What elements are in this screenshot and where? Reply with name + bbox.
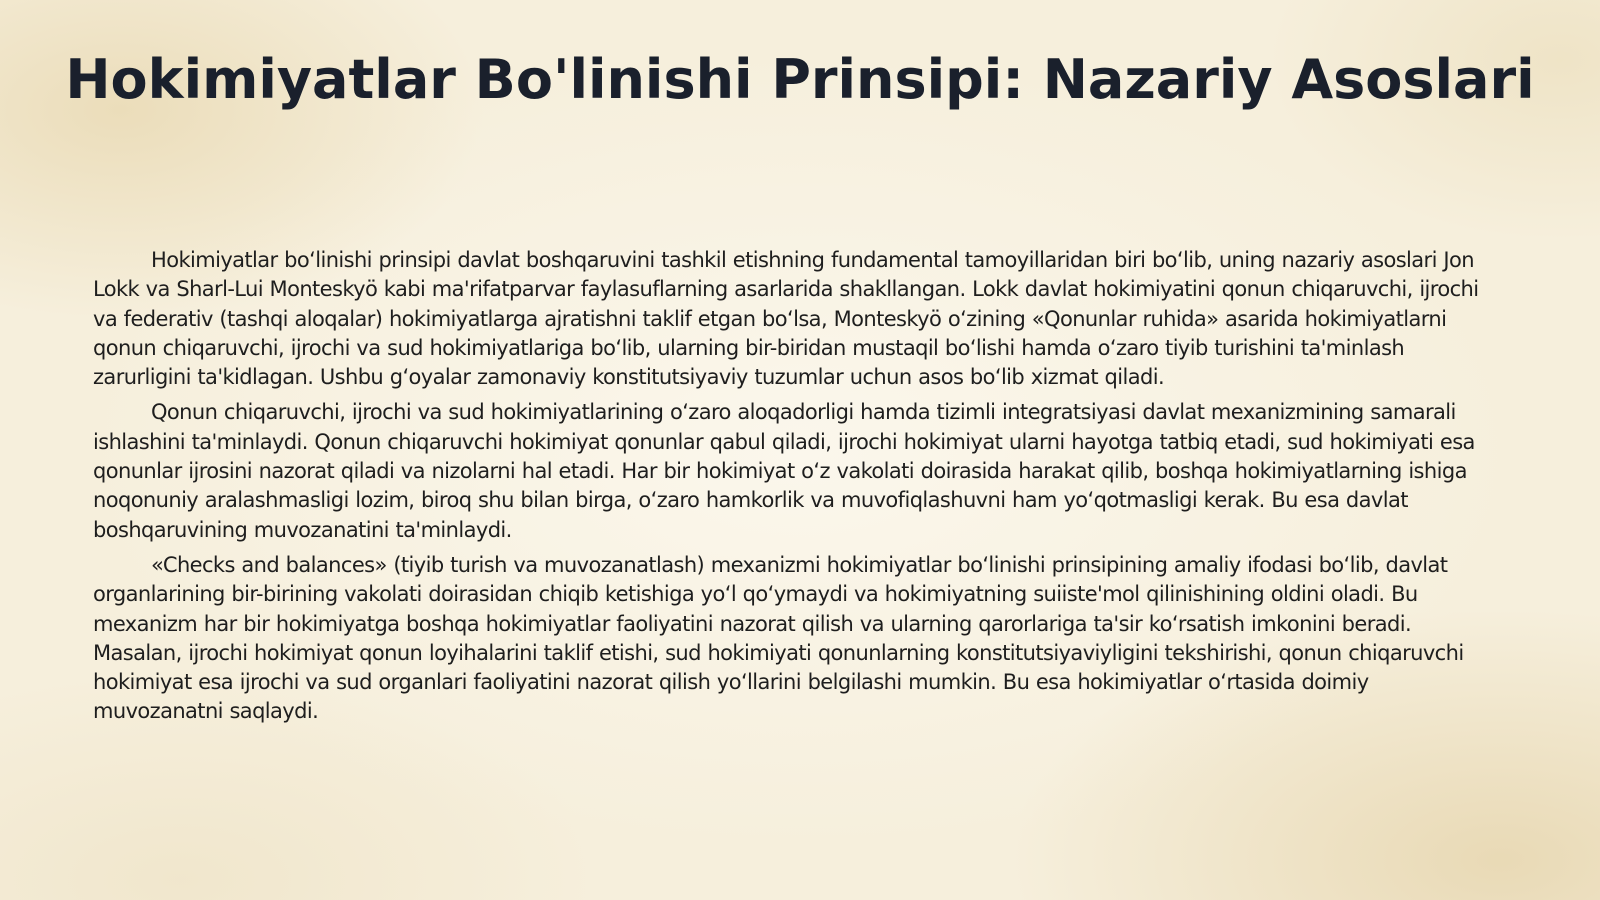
paragraph-branches: Qonun chiqaruvchi, ijrochi va sud hokimiyatlarining oʻzaro aloqadorligi hamda tizimli integratsiyasi davlat mexanizmining samarali ishlashini ta'minlaydi. Qonun chiqaruvchi hokimiyat qonunlar qabul qiladi, ijrochi hokimiyat ularni hayotga tatbiq etadi, sud hokimiyati esa qonunlar ijrosini nazorat qiladi va nizolarni hal etadi. Har bir hokimiyat oʻz vakolati doirasida harakat qilib, boshqa hokimiyatlarning ishiga noqonuniy aralashmasligi lozim, biroq shu bilan birga, oʻzaro hamkorlik va muvofiqlashuvni ham yoʻqotmasligi kerak. Bu esa davlat boshqaruvining muvozanatini ta'minlaydi. — [93, 400, 1475, 542]
page-title: Hokimiyatlar Bo'linishi Prinsipi: Nazariy Asoslari — [65, 48, 1535, 111]
body-text — [93, 246, 1505, 733]
paragraph-checks-balances: «Checks and balances» (tiyib turish va muvozanatlash) mexanizmi hokimiyatlar boʻlinishi prinsipining amaliy ifodasi boʻlib, davlat organlarining bir-birining vakolati doirasidan chiqib ketishiga yoʻl qoʻymaydi va hokimiyatning suiiste'mol qilinishining oldini oladi. Bu mexanizm har bir hokimiyatga boshqa hokimiyatlar faoliyatini nazorat qilish va ularning qarorlariga ta'sir koʻrsatish imkonini beradi. Masalan, ijrochi hokimiyat qonun loyihalarini taklif etishi, sud hokimiyati qonunlarning konstitutsiyaviyligini tekshirishi, qonun chiqaruvchi hokimiyat esa ijrochi va sud organlari faoliyatini nazorat qilish yoʻllarini belgilashi mumkin. Bu esa hokimiyatlar oʻrtasida doimiy muvozanatni saqlaydi. — [93, 552, 1464, 724]
paragraph-theory: Hokimiyatlar boʻlinishi prinsipi davlat boshqaruvini tashkil etishning fundamental tamoyillaridan biri boʻlib, uning nazariy asoslari Jon Lokk va Sharl-Lui Monteskyö kabi ma'rifatparvar faylasuflarning asarlarida shakllangan. Lokk davlat hokimiyatini qonun chiqaruvchi, ijrochi va federativ (tashqi aloqalar) hokimiyatlarga ajratishni taklif etgan boʻlsa, Monteskyö oʻzining «Qonunlar ruhida» asarida hokimiyatlarni qonun chiqaruvchi, ijrochi va sud hokimiyatlariga boʻlib, ularning bir-biridan mustaqil boʻlishi hamda oʻzaro tiyib turishini ta'minlash zarurligini ta'kidlagan. Ushbu gʻoyalar zamonaviy konstitutsiyaviy tuzumlar uchun asos boʻlib xizmat qiladi. — [93, 248, 1479, 390]
